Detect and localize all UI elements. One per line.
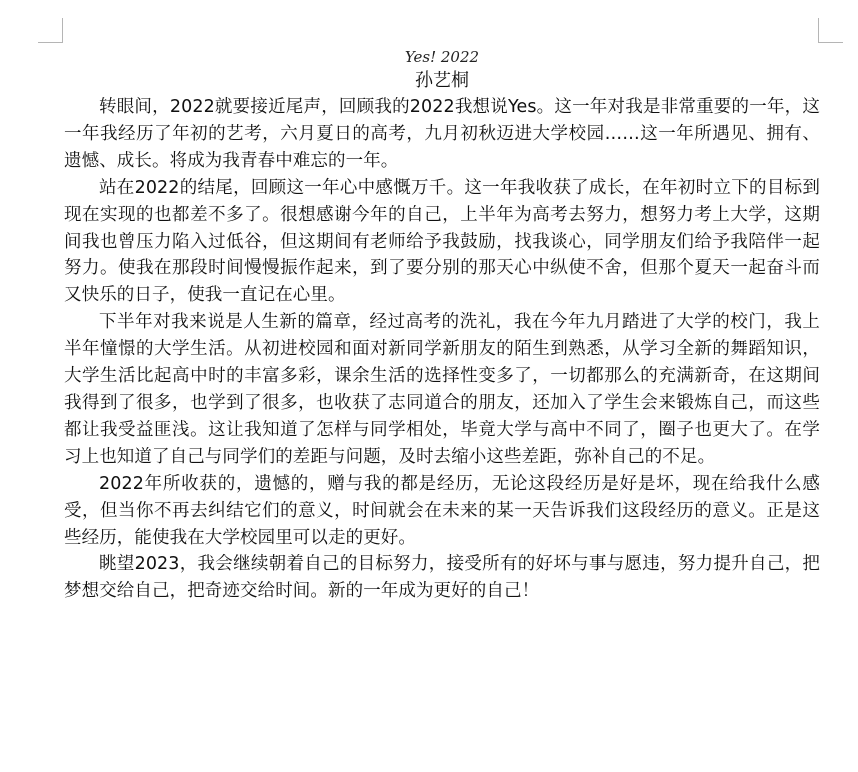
author-name: 孙艺桐 <box>415 70 469 91</box>
paragraph-3: 下半年对我来说是人生新的篇章，经过高考的洗礼，我在今年九月踏进了大学的校门，我上半年憧憬的大学生活。从初进校园和面对新同学新朋友的陌生到熟悉，从学习全新的舞蹈知识，大学生活比起高中时的丰富多彩，课余生活的选择性变多了，一切都那么的充满新奇，在这期间我得到了很多，也学到了很多，也收获了志同道合的朋友，还加入了学生会来锻炼自己，而这些都让我受益匪浅。这让我知道了怎样与同学相处，毕竟大学与高中不同了，圈子也更大了。在学习上也知道了自己与同学们的差距与问题，及时去缩小这些差距，弥补自己的不足。 <box>64 312 820 467</box>
page-corner-mark-top-left <box>38 18 63 43</box>
page-corner-mark-top-right <box>818 18 843 43</box>
paragraph-1: 转眼间，2022就要接近尾声，回顾我的2022我想说Yes。这一年对我是非常重要的一年，这一年我经历了年初的艺考，六月夏日的高考，九月初秋迈进大学校园……这一年所遇见、拥有、遗憾、成长。将成为我青春中难忘的一年。 <box>64 97 820 171</box>
document-header: Yes! 2022 <box>404 48 480 66</box>
paragraph-4: 2022年所收获的，遗憾的，赠与我的都是经历，无论这段经历是好是坏，现在给我什么感受，但当你不再去纠结它们的意义，时间就会在未来的某一天告诉我们这段经历的意义。正是这些经历，能使我在大学校园里可以走的更好。 <box>64 473 820 548</box>
paragraph-5: 眺望2023，我会继续朝着自己的目标努力，接受所有的好坏与事与愿违，努力提升自己，把梦想交给自己，把奇迹交给时间。新的一年成为更好的自己！ <box>64 554 820 602</box>
paragraph-2: 站在2022的结尾，回顾这一年心中感慨万千。这一年我收获了成长，在年初时立下的目标到现在实现的也都差不多了。很想感谢今年的自己，上半年为高考去努力，想努力考上大学，这期间我也曾压力陷入过低谷，但这期间有老师给予我鼓励，找我谈心，同学朋友们给予我陪伴一起努力。使我在那段时间慢慢振作起来，到了要分别的那天心中纵使不舍，但那个夏天一起奋斗而又快乐的日子，使我一直记在心里。 <box>64 177 820 306</box>
document-body[interactable] <box>64 46 820 605</box>
